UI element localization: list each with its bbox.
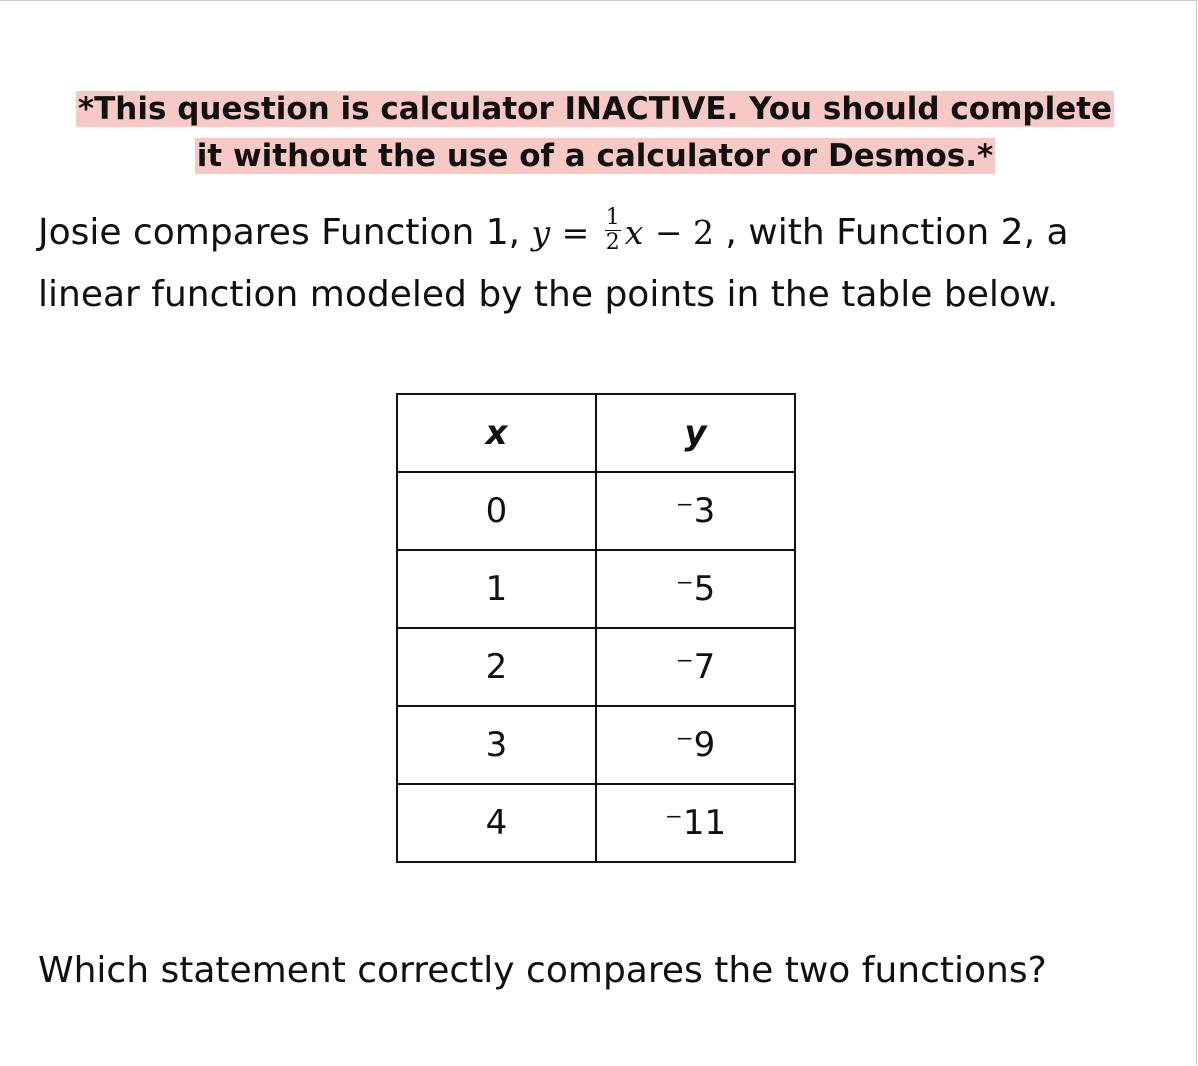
table-cell-x: 1 [397,550,596,628]
table-cell-y: ⁻7 [596,628,795,706]
final-question: Which statement correctly compares the two functions? [38,950,1047,991]
question-suffix: , with Function 2, a [725,212,1069,253]
table-header-row [397,394,795,472]
calculator-notice [20,86,1170,180]
function-2-table [396,393,796,863]
notice-line-2: it without the use of a calculator or Desmos.* [196,138,994,174]
notice-line-1: *This question is calculator INACTIVE. You should complete [77,91,1113,127]
table-row [397,784,795,862]
table-cell-x: 3 [397,706,596,784]
fraction-numerator: 1 [605,204,620,230]
table-cell-y: ⁻5 [596,550,795,628]
table-cell-x: 0 [397,472,596,550]
fraction-denominator: 2 [605,229,620,255]
equation-y: y [531,213,551,252]
equation-equals: = [561,213,590,252]
table-cell-y: ⁻9 [596,706,795,784]
table-header-x: x [397,394,596,472]
table-cell-x: 2 [397,628,596,706]
table-cell-x: 4 [397,784,596,862]
table-row [397,550,795,628]
table-header-y: y [596,394,795,472]
table-row [397,472,795,550]
equation-tail: − 2 [654,213,714,252]
table-row [397,706,795,784]
table-row [397,628,795,706]
question-stem [38,202,1188,326]
table-cell-y: ⁻11 [596,784,795,862]
question-prefix: Josie compares Function 1, [38,212,521,253]
question-line-2: linear function modeled by the points in the table below. [38,274,1059,315]
table-cell-y: ⁻3 [596,472,795,550]
equation-fraction [605,204,621,255]
equation-x: x [624,213,644,252]
